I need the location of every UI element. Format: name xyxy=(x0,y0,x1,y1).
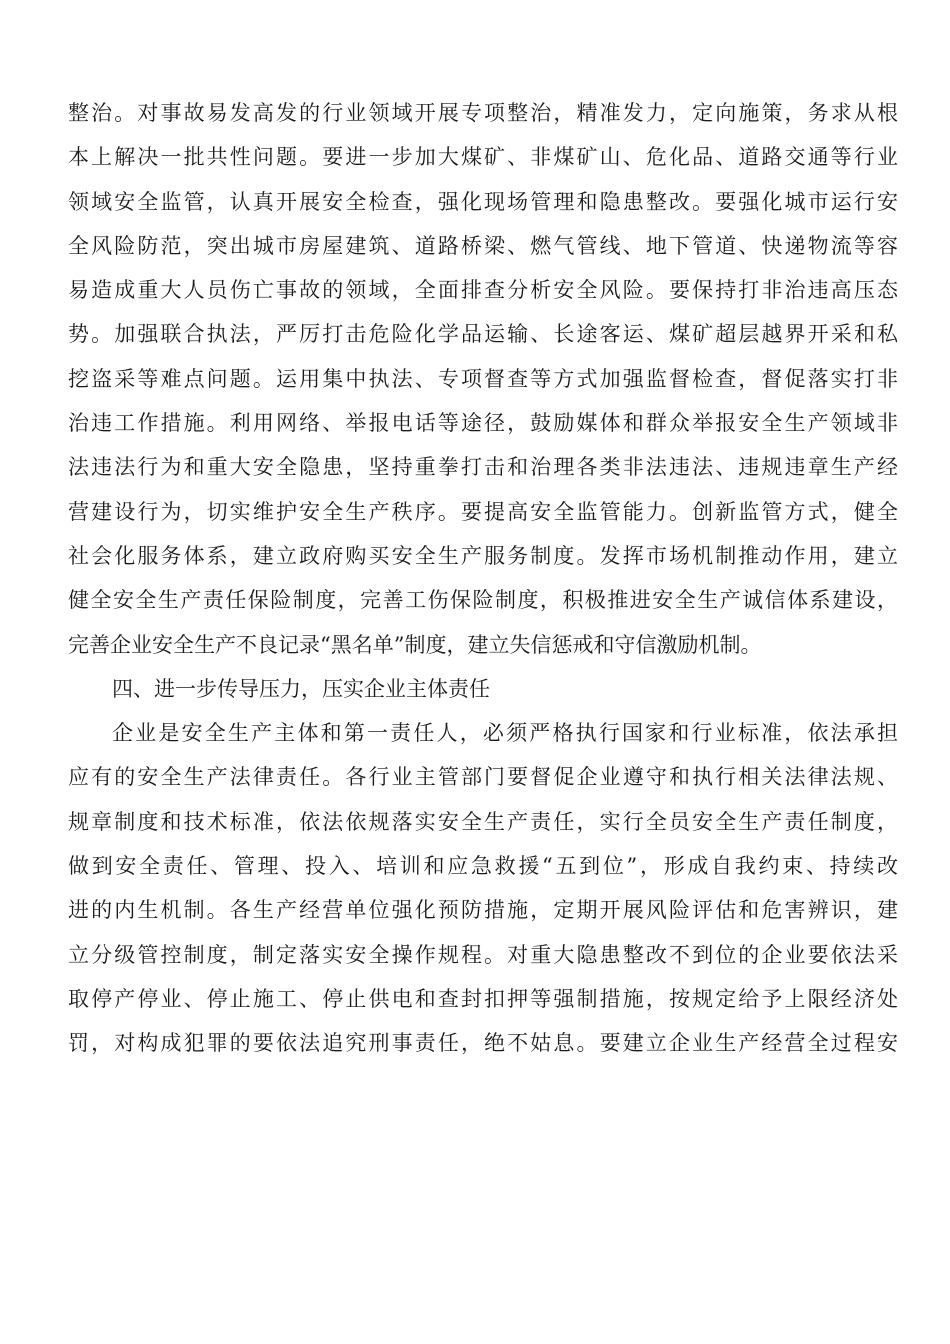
body-text xyxy=(68,91,898,1066)
text-line: 做到安全责任、管理、投入、培训和应急救援“五到位”，形成自我约束、持续改 xyxy=(68,854,898,879)
text-line: 势。加强联合执法，严厉打击危险化学品运输、长途客运、煤矿超层越界开采和私 xyxy=(68,322,898,347)
text-line: 营建设行为，切实维护安全生产秩序。要提高安全监管能力。创新监管方式，健全 xyxy=(68,499,898,524)
text-line: 整治。对事故易发高发的行业领域开展专项整治，精准发力，定向施策，务求从根 xyxy=(68,101,898,125)
text-line: 应有的安全生产法律责任。各行业主管部门要督促企业遵守和执行相关法律法规、 xyxy=(68,765,898,790)
text-line: 本上解决一批共性问题。要进一步加大煤矿、非煤矿山、危化品、道路交通等行业 xyxy=(68,145,898,170)
text-line: 法违法行为和重大安全隐患，坚持重拳打击和治理各类非法违法、违规违章生产经 xyxy=(68,455,898,480)
text-line: 易造成重大人员伤亡事故的领域，全面排查分析安全风险。要保持打非治违高压态 xyxy=(68,278,898,303)
text-line: 社会化服务体系，建立政府购买安全生产服务制度。发挥市场机制推动作用，建立 xyxy=(68,543,898,568)
text-line: 挖盗采等难点问题。运用集中执法、专项督查等方式加强监督检查，督促落实打非 xyxy=(68,366,898,391)
text-line: 健全安全生产责任保险制度，完善工伤保险制度，积极推进安全生产诚信体系建设， xyxy=(68,588,898,613)
text-line: 进的内生机制。各生产经营单位强化预防措施，定期开展风险评估和危害辨识，建 xyxy=(68,898,898,923)
paragraph-last-line: 完善企业安全生产不良记录“黑名单”制度，建立失信惩戒和守信激励机制。 xyxy=(68,632,762,657)
text-line: 领域安全监管，认真开展安全检查，强化现场管理和隐患整改。要强化城市运行安 xyxy=(68,189,898,214)
text-line: 治违工作措施。利用网络、举报电话等途径，鼓励媒体和群众举报安全生产领域非 xyxy=(68,411,898,436)
section-heading: 四、进一步传导压力，压实企业主体责任 xyxy=(112,676,490,701)
text-line: 取停产停业、停止施工、停止供电和查封扣押等强制措施，按规定给予上限经济处 xyxy=(68,986,898,1011)
paragraph-first-line: 企业是安全生产主体和第一责任人，必须严格执行国家和行业标准，依法承担 xyxy=(112,721,898,746)
text-line: 立分级管控制度，制定落实安全操作规程。对重大隐患整改不到位的企业要依法采 xyxy=(68,942,898,967)
text-line: 规章制度和技术标准，依法依规落实安全生产责任，实行全员安全生产责任制度， xyxy=(68,809,898,834)
text-line: 全风险防范，突出城市房屋建筑、道路桥梁、燃气管线、地下管道、快递物流等容 xyxy=(68,233,898,258)
text-line: 罚，对构成犯罪的要依法追究刑事责任，绝不姑息。要建立企业生产经营全过程安 xyxy=(68,1031,898,1056)
